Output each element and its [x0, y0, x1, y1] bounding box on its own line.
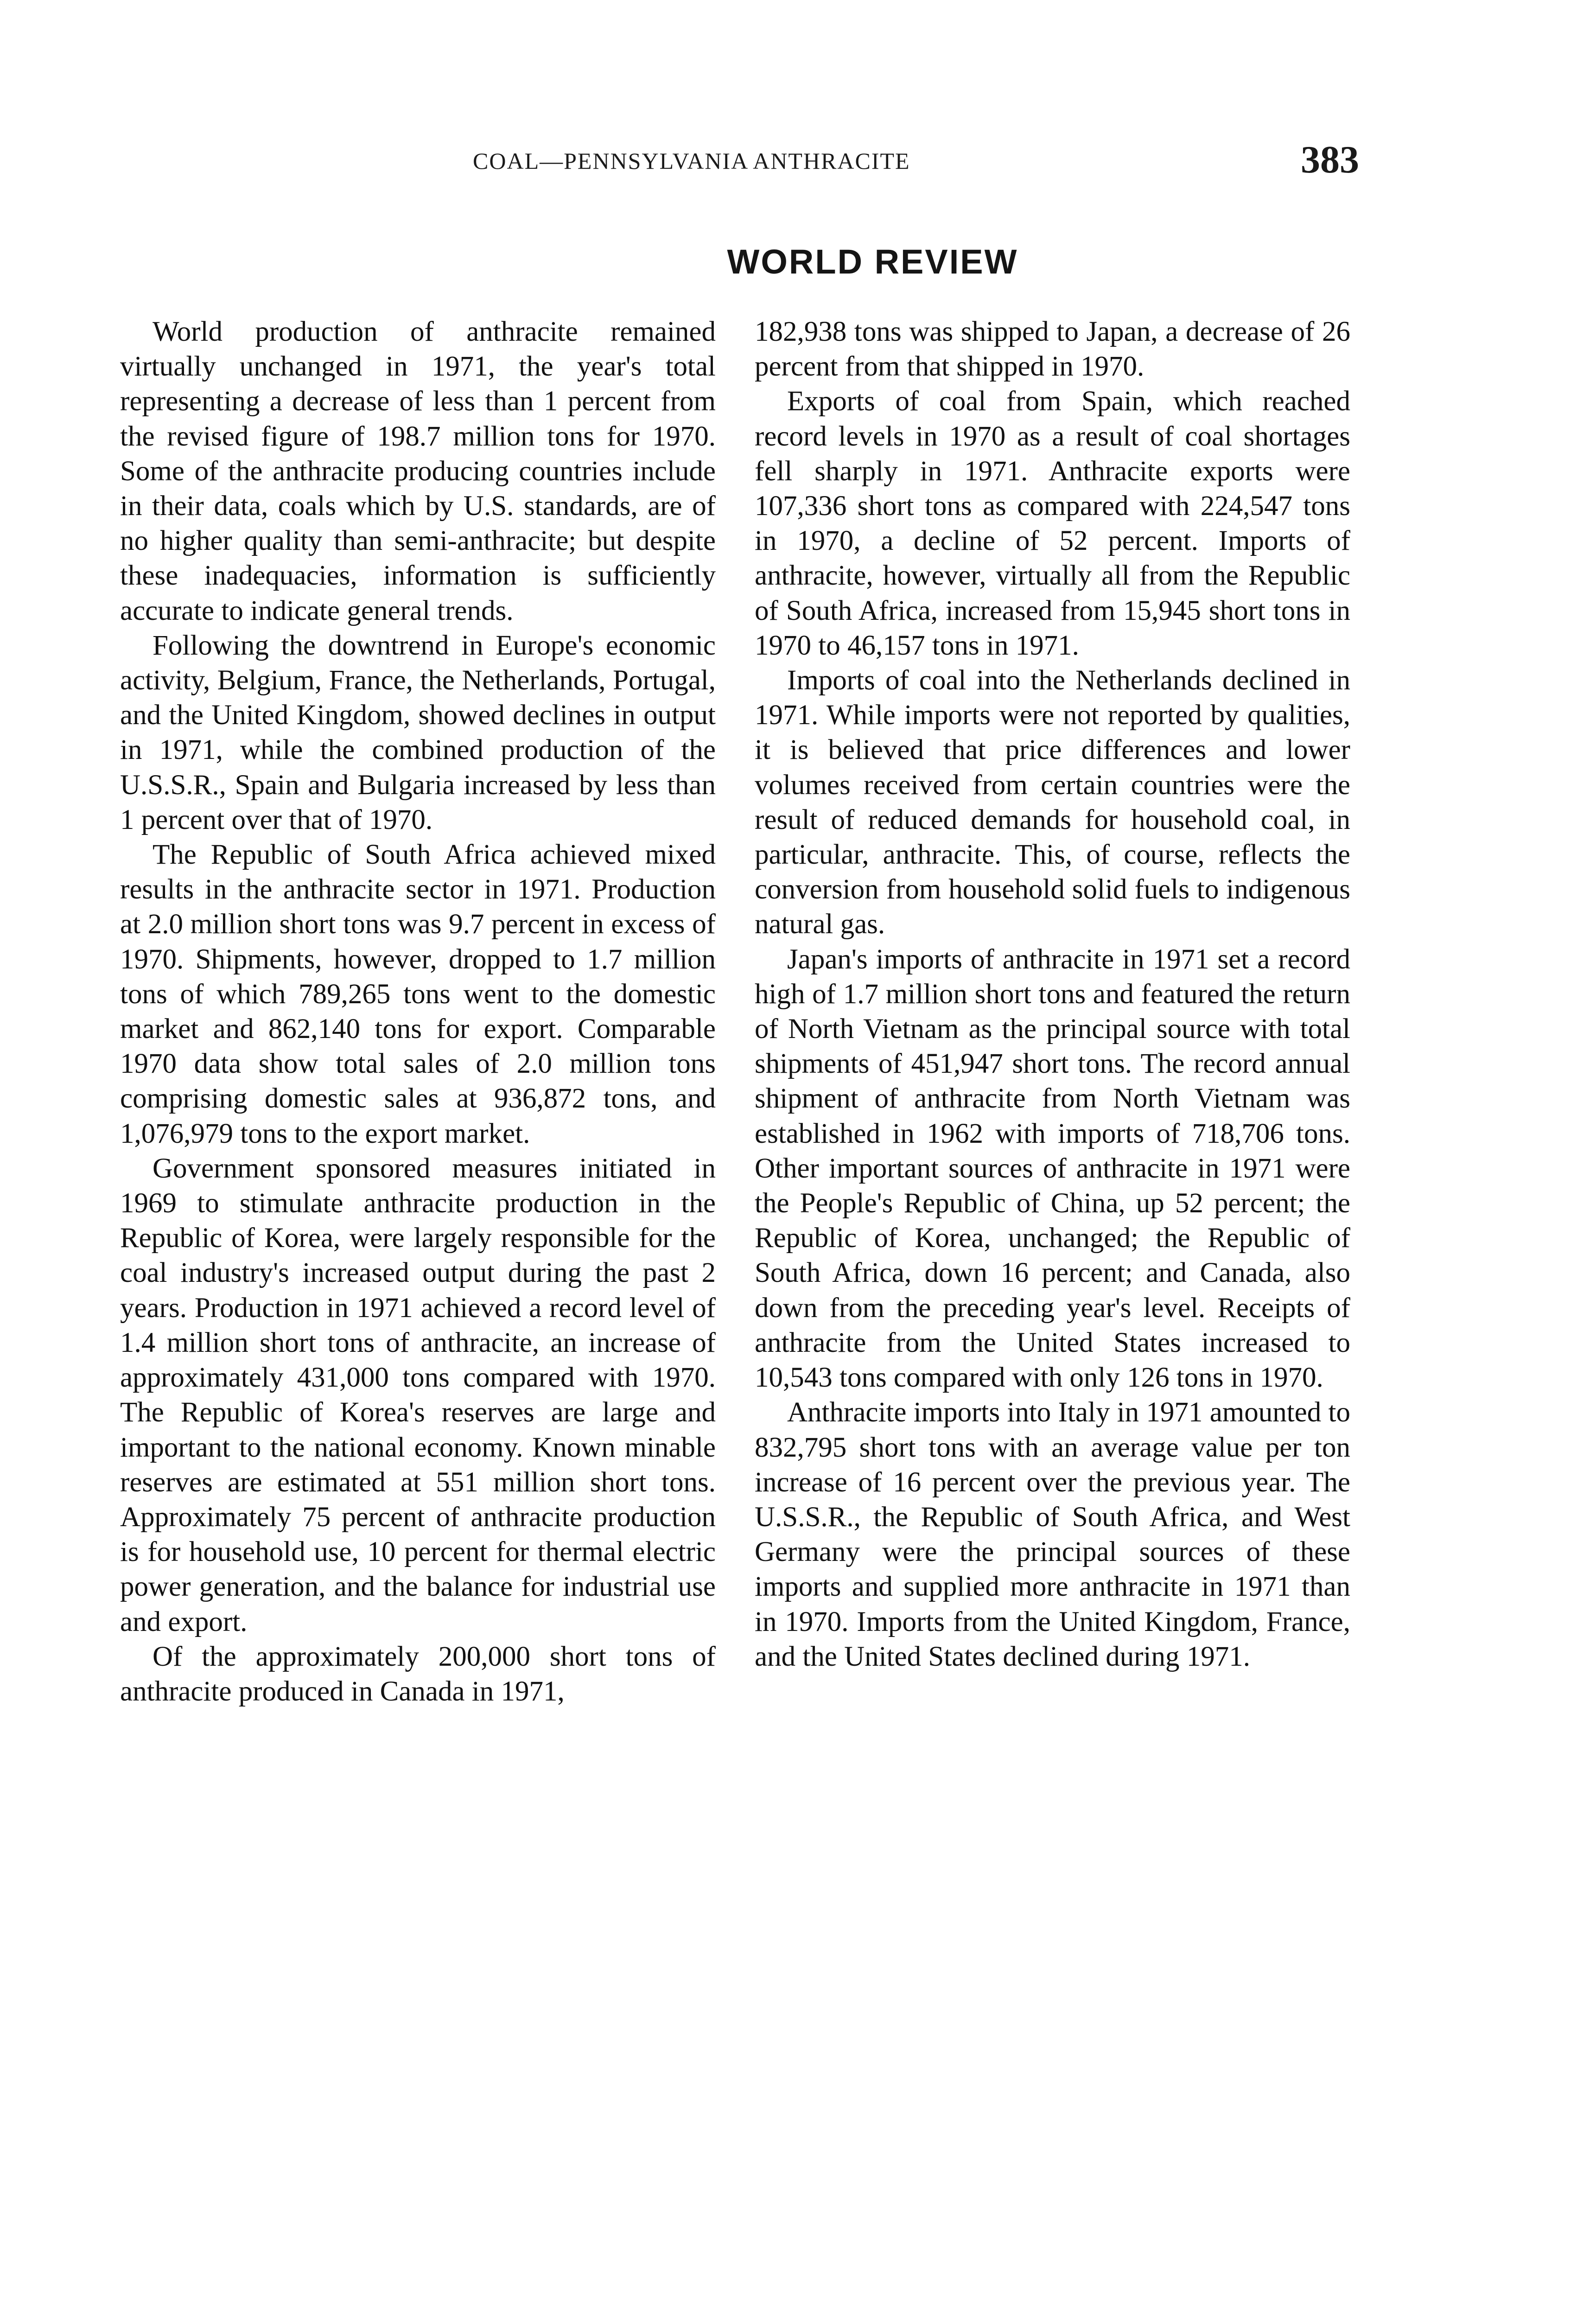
section-title: WORLD REVIEW: [727, 242, 1018, 281]
left-column: [120, 314, 716, 1709]
paragraph-korea: Government sponsored measures initiated in 1969 to stimulate anthracite production in the Republic of Korea, were largely responsible for the coal industry's increased output during the past 2 years. Production in 1971 achieved a record level of 1.4 million short tons of anthracite, an increase of approximately 431,000 tons compared with 1970. The Republic of Korea's reserves are large and important to the national economy. Known minable reserves are estimated at 551 million short tons. Approximately 75 percent of anthracite production is for household use, 10 percent for thermal electric power generation, and the balance for industrial use and export.: [120, 1153, 716, 1637]
paragraph-spain-exports: Exports of coal from Spain, which reached record levels in 1970 as a result of coal shortages fell sharply in 1971. Anthracite exports were 107,336 short tons as compared with 224,547 tons in 1970, a decline of 52 percent. Imports of anthracite, however, virtually all from the Republic of South Africa, increased from 15,945 short tons in 1970 to 46,157 tons in 1971.: [755, 386, 1350, 661]
paragraph-world-production: World production of anthracite remained virtually unchanged in 1971, the year's total representing a decrease of less than 1 percent from the revised figure of 198.7 million tons for 1970. Some of the anthracite producing countries include in their data, coals which by U.S. standards, are of no higher quality than semi-anthracite; but despite these inadequacies, information is sufficiently accurate to indicate general trends.: [120, 316, 716, 626]
paragraph-japan-imports: Japan's imports of anthracite in 1971 set a record high of 1.7 million short tons and featured the return of North Vietnam as the principal source with total shipments of 451,947 short tons. The record annual shipment of anthracite from North Vietnam was established in 1962 with imports of 718,706 tons. Other important sources of anthracite in 1971 were the People's Republic of China, up 52 percent; the Republic of Korea, unchanged; the Republic of South Africa, down 16 percent; and Canada, also down from the preceding year's level. Receipts of anthracite from the United States increased to 10,543 tons compared with only 126 tons in 1970.: [755, 943, 1350, 1394]
paragraph-europe-downtrend: Following the downtrend in Europe's economic activity, Belgium, France, the Netherlands, Portugal, and the United Kingdom, showed declines in output in 1971, while the combined production of the U.S.S.R., Spain and Bulgaria increased by less than 1 percent over that of 1970.: [120, 630, 716, 835]
paragraph-netherlands-imports: Imports of coal into the Netherlands declined in 1971. While imports were not reported by qualities, it is believed that price differences and lower volumes received from certain countries were the result of reduced demands for household coal, in particular, anthracite. This, of course, reflects the conversion from household solid fuels to indigenous natural gas.: [755, 665, 1350, 940]
right-column: [755, 314, 1350, 1674]
paragraph-canada: Of the approximately 200,000 short tons of anthracite produced in Canada in 1971,: [120, 1641, 716, 1707]
paragraph-south-africa: The Republic of South Africa achieved mixed results in the anthracite sector in 1971. Production at 2.0 million short tons was 9.7 percent in excess of 1970. Shipments, however, dropped to 1.7 million tons of which 789,265 tons went to the domestic market and 862,140 tons for export. Comparable 1970 data show total sales of 2.0 million tons comprising domestic sales at 936,872 tons, and 1,076,979 tons to the export market.: [120, 839, 716, 1149]
paragraph-italy-imports: Anthracite imports into Italy in 1971 amounted to 832,795 short tons with an average value per ton increase of 16 percent over the previous year. The U.S.S.R., the Republic of South Africa, and West Germany were the principal sources of these imports and supplied more anthracite in 1971 than in 1970. Imports from the United Kingdom, France, and the United States declined during 1971.: [755, 1397, 1350, 1672]
running-head: COAL—PENNSYLVANIA ANTHRACITE: [473, 148, 910, 174]
paragraph-canada-continued: 182,938 tons was shipped to Japan, a decrease of 26 percent from that shipped in 1970.: [755, 316, 1350, 382]
page-number: 383: [1301, 138, 1359, 181]
